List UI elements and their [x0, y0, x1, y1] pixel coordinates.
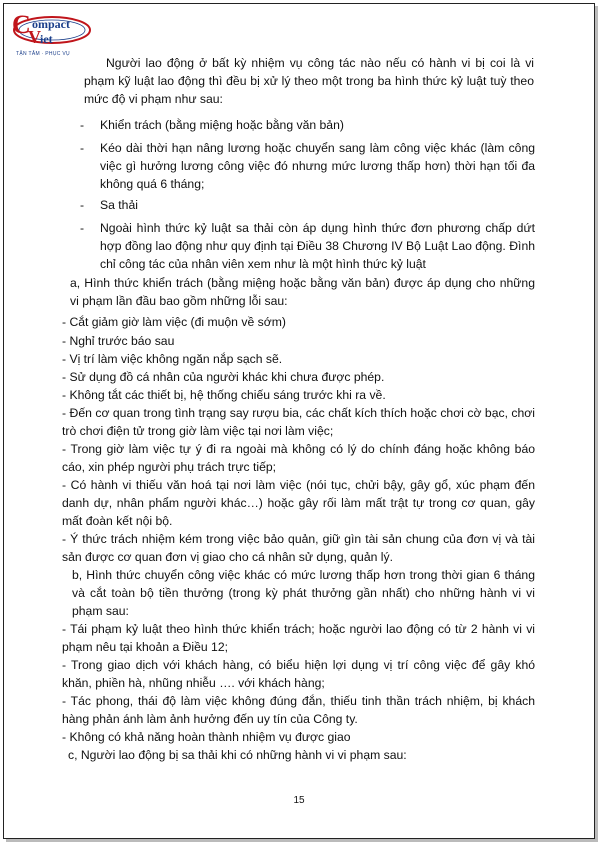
bullet-1-symbol: - [80, 118, 85, 132]
section-a-item-7: - Trong giờ làm việc tự ý đi ra ngoài mà không có lý do chính đáng hoặc không báo cáo, xin phép người phụ trách trực tiếp; [62, 442, 535, 475]
section-a-item-6: - Đến cơ quan trong tình trạng say rượu bia, các chất kích thích hoặc chơi cờ bạc, chơi trò chơi điện tử trong giờ làm việc tại nơi làm việc; [62, 406, 535, 439]
bullet-3-symbol: - [80, 198, 85, 212]
bullet-4-symbol: - [80, 221, 85, 235]
document-page [3, 3, 595, 839]
logo-name-line2: iet [40, 32, 53, 46]
logo-icon [8, 10, 108, 54]
section-a-item-8: - Có hành vi thiếu văn hoá tại nơi làm việc (nói tục, chửi bậy, gây gổ, xúc phạm đến danh dự, nhân phẩm người khác…) hoặc gây rối làm mất trật tự trong cơ quan, gây mất đoàn kết nội bộ. [62, 478, 535, 529]
bullet-4: Ngoài hình thức kỷ luật sa thải còn áp dụng hình thức đơn phương chấp dứt hợp đồng lao động như quy định tại Điều 38 Chương IV Bộ Luật Lao động. Đình chỉ công tác của nhân viên xem như là một hình thức kỷ luật [100, 221, 535, 272]
section-b-text: b, Hình thức chuyển công việc khác có mức lương thấp hơn trong thời gian 6 tháng và cắt toàn bộ tiền thưởng (trong kỳ phát thưởng gần nhất) cho những hành vi vi phạm sau: [72, 568, 535, 619]
bullet-1: Khiển trách (bằng miệng hoặc bằng văn bản) [100, 118, 344, 132]
section-a-item-1: - Cắt giảm giờ làm việc (đi muộn về sớm) [62, 315, 286, 329]
section-a-text: a, Hình thức khiển trách (bằng miệng hoặc bằng văn bản) được áp dụng cho những vi phạm lần đầu bao gồm những lỗi sau: [70, 276, 535, 309]
logo-name-line1: ompact [32, 17, 70, 31]
section-b-item-2: - Trong giao dịch với khách hàng, có biểu hiện lợi dụng vị trí công việc để gây khó khăn, phiền hà, nhũng nhiễu …. với khách hàng; [62, 658, 535, 691]
section-b-item-3: - Tác phong, thái độ làm việc không đúng đắn, thiếu tinh thần trách nhiệm, bị khách hàng phản ánh làm ảnh hưởng đến uy tín của Công ty. [62, 694, 535, 727]
section-b-heading [72, 566, 535, 621]
bullet-2: Kéo dài thời hạn nâng lương hoặc chuyển sang làm công việc khác (làm công việc gì hưởng lương công việc đó nhưng mức lương thấp hơn) thời hạn tối đa không quá 6 tháng; [100, 141, 535, 192]
section-a-item-9: - Ý thức trách nhiệm kém trong việc bảo quản, giữ gìn tài sản chung của đơn vị và tài sản được cơ quan đơn vị giao cho cá nhân sử dụng, quản lý. [62, 532, 535, 565]
bullet-3: Sa thải [100, 198, 138, 212]
logo-c: C [12, 10, 31, 39]
logo-tagline: TẬN TÂM · PHỤC VỤ [16, 51, 70, 57]
section-a-item-2: - Nghỉ trước báo sau [62, 334, 175, 348]
bullet-2-symbol: - [80, 141, 85, 155]
company-logo [8, 10, 108, 60]
section-c-heading: c, Người lao động bị sa thải khi có những hành vi vi phạm sau: [68, 748, 407, 762]
section-a-item-5: - Không tắt các thiết bị, hệ thống chiếu sáng trước khi ra về. [62, 388, 386, 402]
section-b-item-1: - Tái phạm kỷ luật theo hình thức khiển trách; hoặc người lao động có từ 2 hành vi vi phạm nêu tại khoản a Điều 12; [62, 622, 535, 655]
section-a-heading [70, 274, 535, 310]
intro-paragraph: Người lao động ở bất kỳ nhiệm vụ công tác nào nếu có hành vi bị coi là vi phạm kỹ luật lao động thì đều bị xử lý theo một trong ba hình thức kỷ luật tuỳ theo mức độ vi phạm như sau: [84, 56, 534, 107]
section-b-item-4: - Không có khả năng hoàn thành nhiệm vụ được giao [62, 730, 351, 744]
page-number: 15 [293, 795, 305, 806]
section-a-item-4: - Sử dụng đồ cá nhân của người khác khi chưa được phép. [62, 370, 385, 384]
logo-v: V [28, 27, 41, 47]
section-a-item-3: - Vị trí làm việc không ngăn nắp sạch sẽ. [62, 352, 283, 366]
